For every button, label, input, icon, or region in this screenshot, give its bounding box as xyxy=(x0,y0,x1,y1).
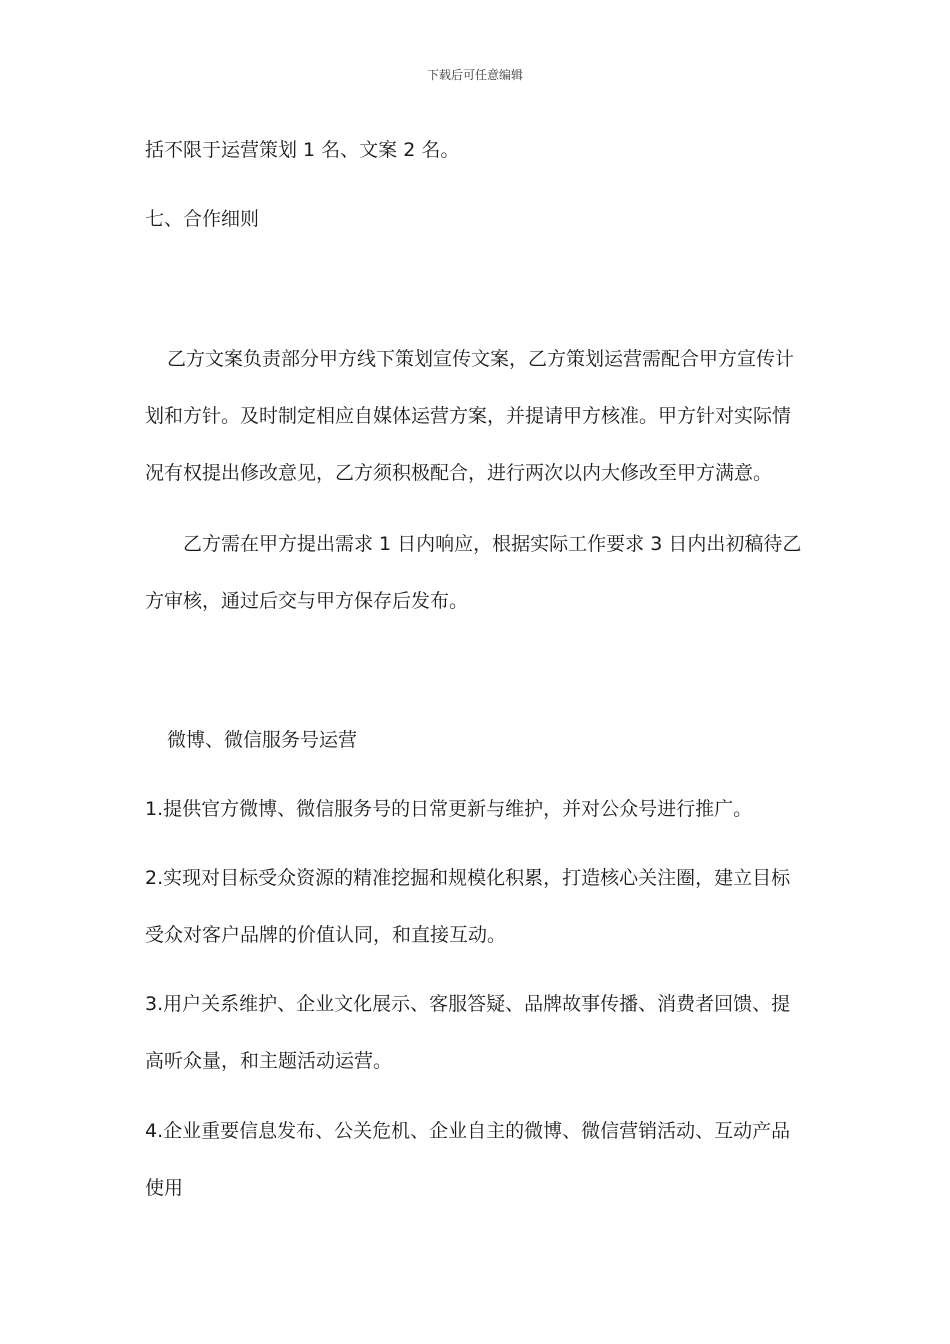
paragraph-line: 乙方需在甲方提出需求 1 日内响应，根据实际工作要求 3 日内出初稿待乙 xyxy=(183,533,802,555)
subsection-heading: 微博、微信服务号运营 xyxy=(167,729,358,751)
list-item: 2.实现对目标受众资源的精准挖掘和规模化积累，打造核心关注圈，建立目标 xyxy=(145,867,791,889)
paragraph-line: 括不限于运营策划 1 名、文案 2 名。 xyxy=(145,139,460,161)
section-heading: 七、合作细则 xyxy=(145,208,260,230)
list-item: 4.企业重要信息发布、公关危机、企业自主的微博、微信营销活动、互动产品 xyxy=(145,1120,791,1142)
list-item: 1.提供官方微博、微信服务号的日常更新与维护，并对公众号进行推广。 xyxy=(145,798,753,820)
paragraph-line: 划和方针。及时制定相应自媒体运营方案，并提请甲方核准。甲方针对实际情 xyxy=(145,405,792,427)
list-item: 3.用户关系维护、企业文化展示、客服答疑、品牌故事传播、消费者回馈、提 xyxy=(145,993,791,1015)
paragraph-line: 况有权提出修改意见，乙方须积极配合，进行两次以内大修改至甲方满意。 xyxy=(145,462,773,484)
list-item-continuation: 高听众量，和主题活动运营。 xyxy=(145,1050,393,1072)
paragraph-line: 方审核，通过后交与甲方保存后发布。 xyxy=(145,590,469,612)
list-item-continuation: 使用 xyxy=(145,1177,184,1199)
page-header: 下载后可任意编辑 xyxy=(426,68,523,82)
list-item-continuation: 受众对客户品牌的价值认同，和直接互动。 xyxy=(145,924,507,946)
paragraph-line: 乙方文案负责部分甲方线下策划宣传文案，乙方策划运营需配合甲方宣传计 xyxy=(167,348,795,370)
